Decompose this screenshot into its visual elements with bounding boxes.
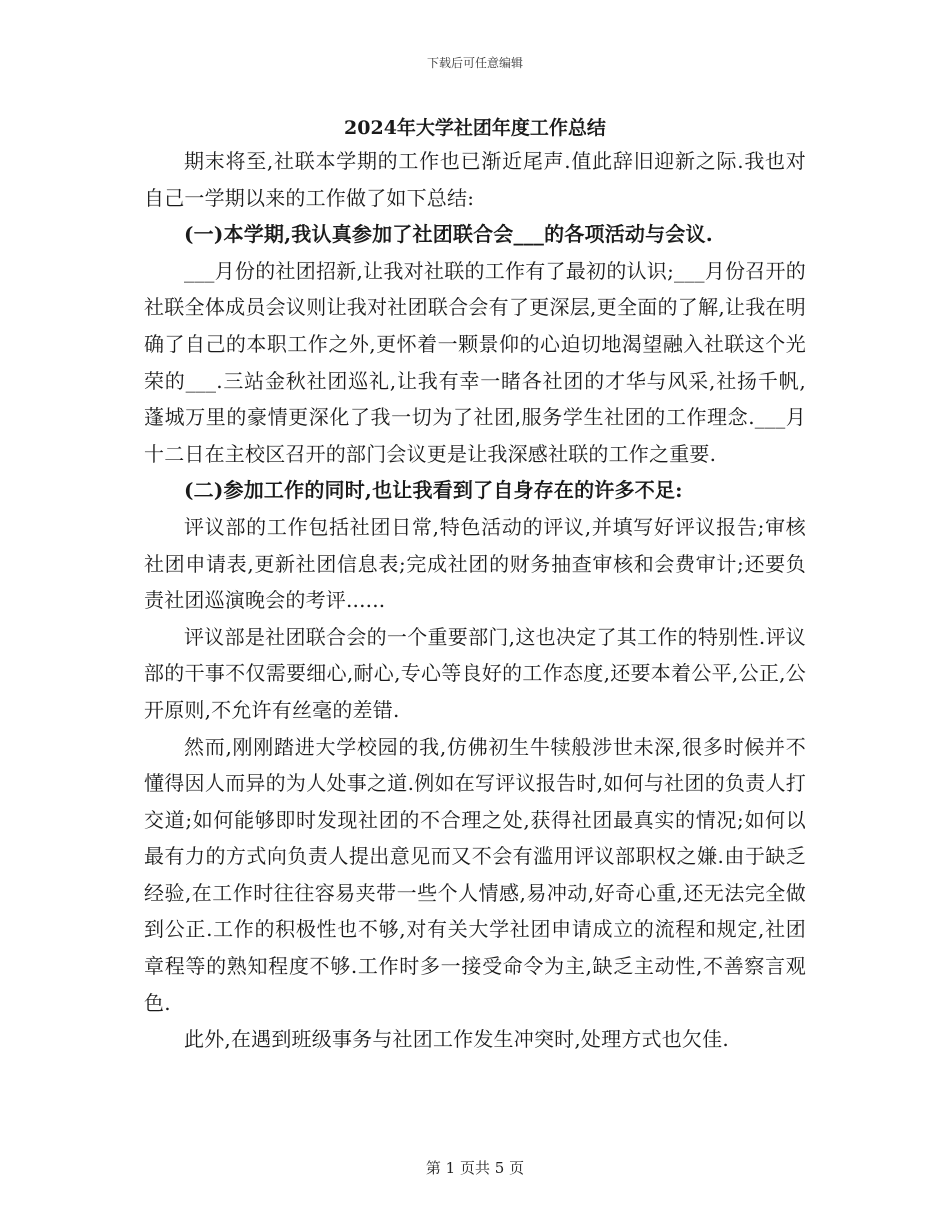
paragraph-shortcomings: 然而,刚刚踏进大学校园的我,仿佛初生牛犊般涉世未深,很多时候并不懂得因人而异的为人处事之道.例如在写评议报告时,如何与社团的负责人打交道;如何能够即时发现社团的不合理之处,获得社团最真实的情况;如何以最有力的方式向负责人提出意见而又不会有滥用评议部职权之嫌.由于缺乏经验,在工作时往往容易夹带一些个人情感,易冲动,好奇心重,还无法完全做到公正.工作的积极性也不够,对有关大学社团申请成立的流程和规定,社团章程等的熟知程度不够.工作时多一接受命令为主,缺乏主动性,不善察言观色. xyxy=(144,734,806,1015)
paragraph-conflict: 此外,在遇到班级事务与社团工作发生冲突时,处理方式也欠佳. xyxy=(184,1027,729,1052)
paragraph-duties: 评议部的工作包括社团日常,特色活动的评议,并填写好评议报告;审核社团申请表,更新社团信息表;完成社团的财务抽查审核和会费审计;还要负责社团巡演晚会的考评...... xyxy=(144,514,806,613)
paragraph-intro: 期末将至,社联本学期的工作也已渐近尾声.值此辞旧迎新之际.我也对自己一学期以来的工作做了如下总结: xyxy=(144,149,806,210)
page-number-footer: 第 1 页共 5 页 xyxy=(425,1159,525,1177)
section-heading-1: (一)本学期,我认真参加了社团联合会___的各项活动与会议. xyxy=(184,222,713,247)
section-heading-2: (二)参加工作的同时,也让我看到了自身存在的许多不足: xyxy=(184,478,683,503)
document-title: 2024年大学社团年度工作总结 xyxy=(344,117,606,139)
page-header-note: 下载后可任意编辑 xyxy=(426,56,523,70)
paragraph-section-1: ___月份的社团招新,让我对社联的工作有了最初的认识;___月份召开的社联全体成员会议则让我对社团联合会有了更深层,更全面的了解,让我在明确了自己的本职工作之外,更怀着一颗景仰的心迫切地渴望融入社联这个光荣的___.三站金秋社团巡礼,让我有幸一睹各社团的才华与风采,社扬千帆,蓬城万里的豪情更深化了我一切为了社团,服务学生社团的工作理念.___月十二日在主校区召开的部门会议更是让我深感社联的工作之重要. xyxy=(144,258,806,466)
paragraph-department: 评议部是社团联合会的一个重要部门,这也决定了其工作的特别性.评议部的干事不仅需要细心,耐心,专心等良好的工作态度,还要本着公平,公正,公开原则,不允许有丝毫的差错. xyxy=(144,624,806,722)
document-body xyxy=(144,116,806,1058)
